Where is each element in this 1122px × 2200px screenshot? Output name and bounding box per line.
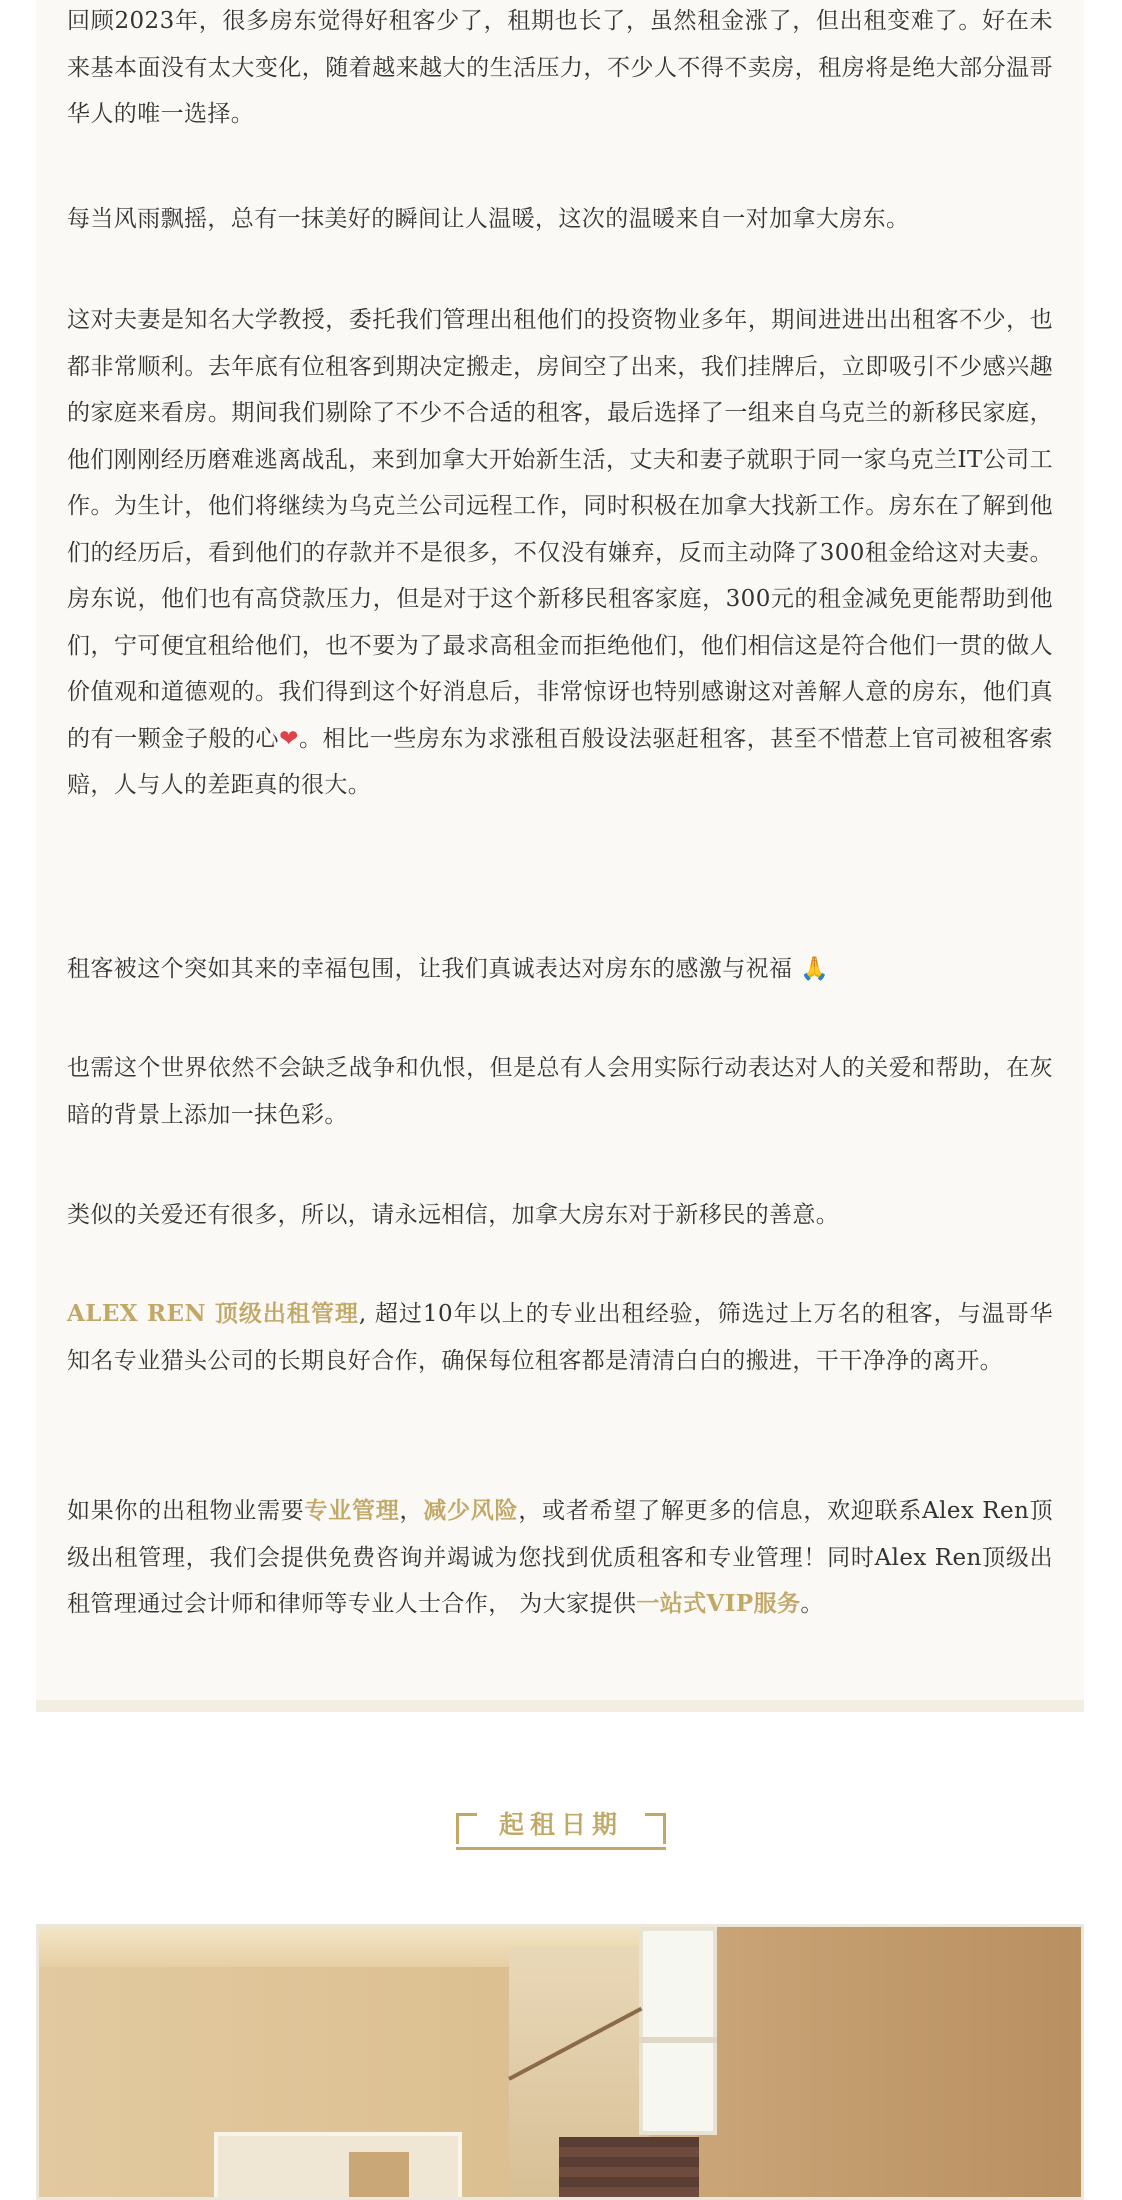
paragraph-blessing bbox=[67, 946, 1053, 993]
title-underline bbox=[456, 1847, 666, 1850]
highlight-reduce-risk: 减少风险 bbox=[423, 1497, 519, 1524]
paragraph-story bbox=[67, 297, 1053, 809]
highlight-professional-management: 专业管理 bbox=[304, 1497, 400, 1524]
photo-closet-door bbox=[214, 2132, 462, 2200]
contact-part4: 。 bbox=[800, 1591, 824, 1617]
article-card bbox=[36, 0, 1084, 1712]
section-title bbox=[456, 1807, 666, 1847]
paragraph-brand bbox=[67, 1291, 1053, 1384]
heart-icon: ❤ bbox=[279, 725, 299, 752]
story-text: 这对夫妻是知名大学教授，委托我们管理出租他们的投资物业多年，期间进进出出租客不少，也都非常顺利。去年底有位租客到期决定搬走，房间空了出来，我们挂牌后，立即吸引不少感兴趣的家庭来看房。期间我们剔除了不少不合适的租客，最后选择了一组来自乌克兰的新移民家庭，他们刚刚经历磨难逃离战乱，来到加拿大开始新生活，丈夫和妻子就职于同一家乌克兰IT公司工作。为生计，他们将继续为乌克兰公司远程工作，同时积极在加拿大找新工作。房东在了解到他们的经历后，看到他们的存款并不是很多，不仅没有嫌弃，反而主动降了300租金给这对夫妻。房东说，他们也有高贷款压力，但是对于这个新移民租客家庭，300元的租金减免更能帮助到他们，宁可便宜租给他们，也不要为了最求高租金而拒绝他们，他们相信这是符合他们一贯的做人价值观和道德观的。我们得到这个好消息后，非常惊讶也特别感谢这对善解人意的房东，他们真的有一颗金子般的心 bbox=[67, 307, 1053, 752]
paragraph-believe: 类似的关爱还有很多，所以，请永远相信，加拿大房东对于新移民的善意。 bbox=[67, 1202, 840, 1228]
blessing-text: 租客被这个突如其来的幸福包围，让我们真诚表达对房东的感激与祝福 bbox=[67, 956, 793, 982]
photo-stairs bbox=[559, 2137, 699, 2200]
contact-part1: 如果你的出租物业需要 bbox=[67, 1498, 305, 1524]
paragraph-warmth: 每当风雨飘摇，总有一抹美好的瞬间让人温暖，这次的温暖来自一对加拿大房东。 bbox=[67, 206, 910, 232]
paragraph-intro: 回顾2023年，很多房东觉得好租客少了，租期也长了，虽然租金涨了，但出租变难了。好在未来基本面没有太大变化，随着越来越大的生活压力，不少人不得不卖房，租房将是绝大部分温哥华人的唯一选择。 bbox=[67, 8, 1053, 127]
paragraph-world: 也需这个世界依然不会缺乏战争和仇恨，但是总有人会用实际行动表达对人的关爱和帮助，在灰暗的背景上添加一抹色彩。 bbox=[67, 1055, 1053, 1128]
section-title-label: 起租日期 bbox=[498, 1810, 623, 1839]
highlight-vip-service: 一站式VIP服务 bbox=[636, 1590, 801, 1617]
contact-part2: ， bbox=[399, 1498, 424, 1524]
story-tail: 。相比一些房东为求涨租百般设法驱赶租客，甚至不惜惹上官司被租客索赔，人与人的差距真的很大。 bbox=[67, 725, 1053, 798]
photo-window-bar bbox=[639, 2037, 717, 2043]
brand-text: , 超过10年以上的专业出租经验，筛选过上万名的租客，与温哥华知名专业猎头公司的长期良好合作，确保每位租客都是清清白白的搬进，干干净净的离开。 bbox=[67, 1301, 1053, 1374]
contact-part3: ，或者希望了解更多的信息，欢迎联系Alex Ren顶级出租管理，我们会提供免费咨询并竭诚为您找到优质租客和专业管理！同时Alex Ren顶级出租管理通过会计师和律师等专业人士合作， 为大家提供 bbox=[67, 1498, 1053, 1617]
brand-name: ALEX REN 顶级出租管理 bbox=[67, 1300, 359, 1327]
praying-hands-icon: 🙏 bbox=[800, 956, 830, 982]
property-photo bbox=[36, 1924, 1084, 2200]
photo-wall-right bbox=[699, 1927, 1084, 2200]
photo-window bbox=[639, 1927, 717, 2135]
paragraph-contact bbox=[67, 1488, 1053, 1628]
photo-door-gap bbox=[349, 2152, 409, 2200]
